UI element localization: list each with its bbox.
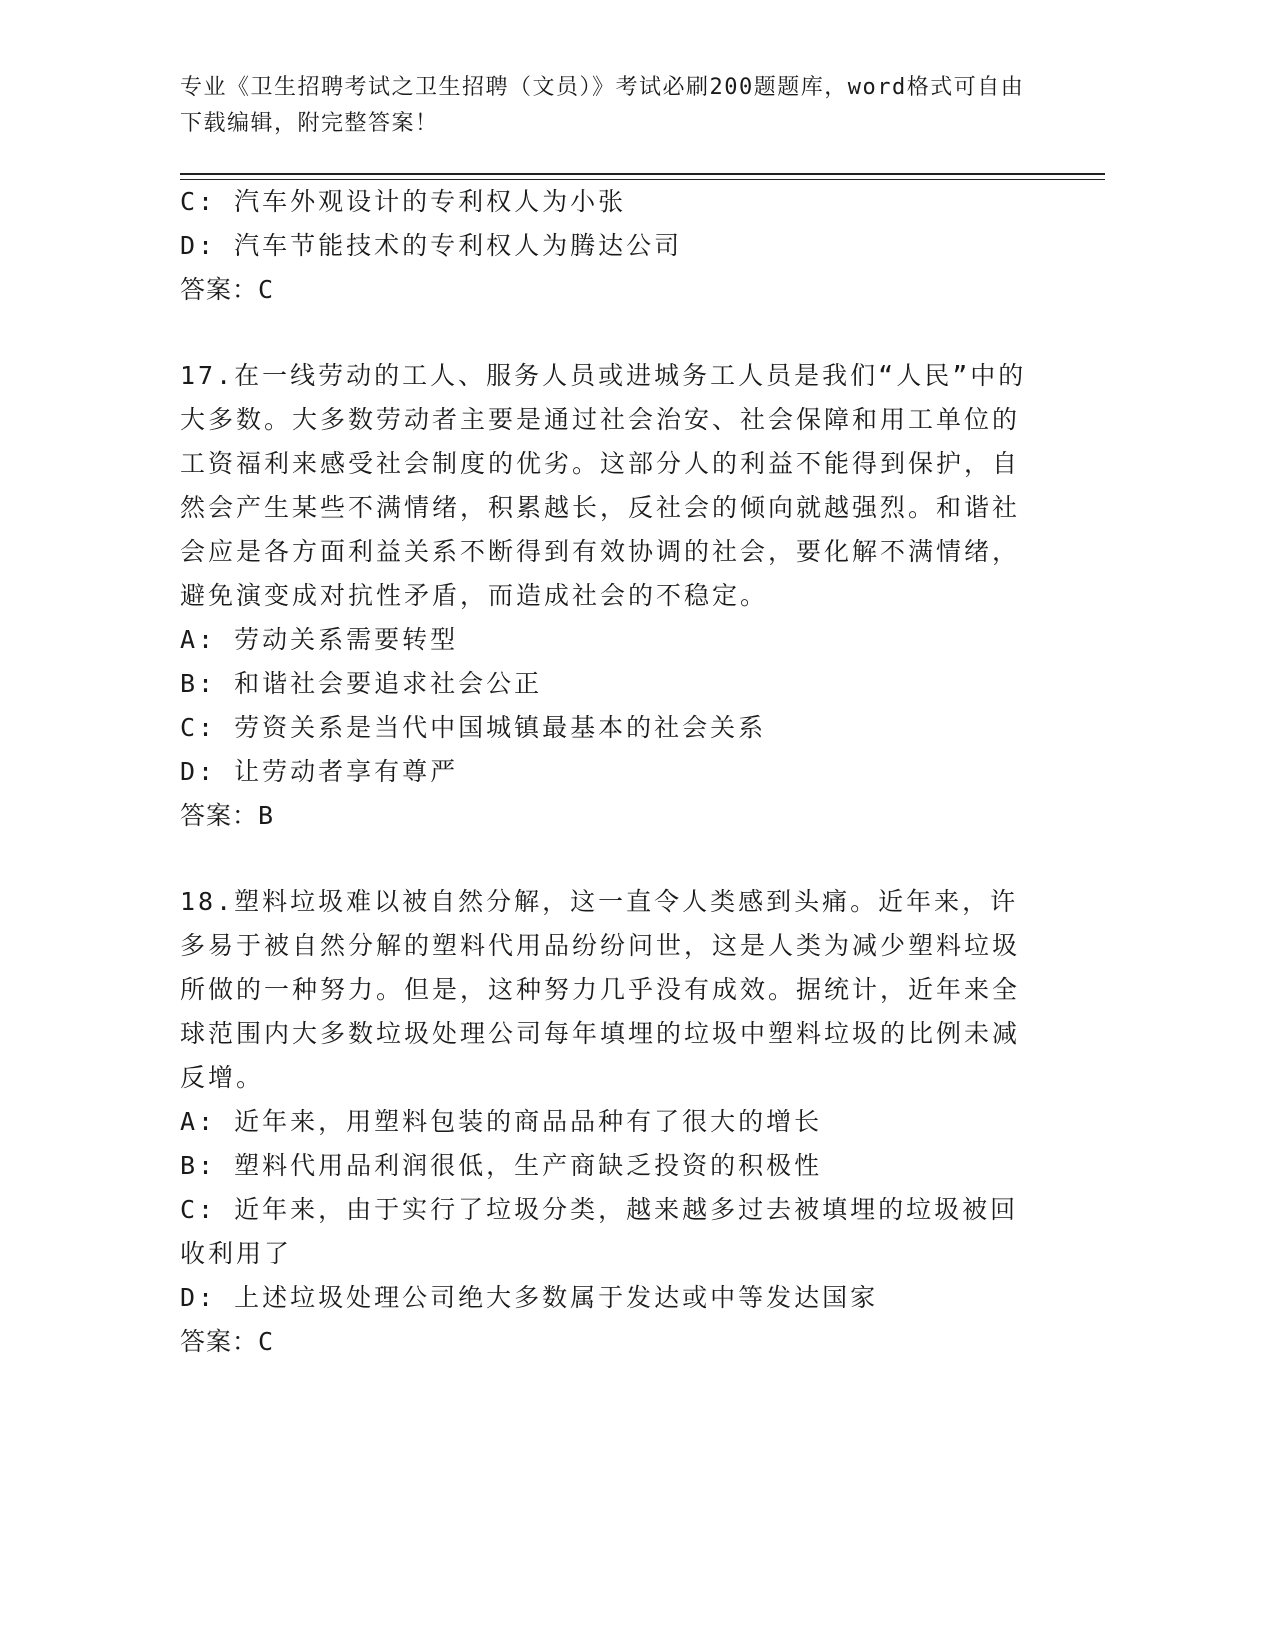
option-d: D: 上述垃圾处理公司绝大多数属于发达或中等发达国家 [180, 1283, 879, 1312]
question-stem: 18.塑料垃圾难以被自然分解，这一直令人类感到头痛。近年来，许多易于被自然分解的塑料代用品纷纷问世，这是人类为减少塑料垃圾所做的一种努力。但是，这种努力几乎没有成效。据统计，近年来全球范围内大多数垃圾处理公司每年填埋的垃圾中塑料垃圾的比例未减反增。 [180, 887, 1021, 1092]
option-c: C: 汽车外观设计的专利权人为小张 [180, 187, 627, 216]
option-c: C: 劳资关系是当代中国城镇最基本的社会关系 [180, 713, 767, 742]
document-header [180, 70, 1040, 142]
header-divider-thick [180, 173, 1105, 175]
option-a: A: 近年来，用塑料包装的商品品种有了很大的增长 [180, 1107, 823, 1136]
question-17 [180, 354, 1040, 838]
option-d: D: 让劳动者享有尊严 [180, 757, 459, 786]
document-body [180, 180, 1040, 1364]
option-d: D: 汽车节能技术的专利权人为腾达公司 [180, 231, 683, 260]
option-a: A: 劳动关系需要转型 [180, 625, 459, 654]
option-b: B: 塑料代用品利润很低，生产商缺乏投资的积极性 [180, 1151, 823, 1180]
answer: 答案：C [180, 275, 275, 304]
question-18 [180, 880, 1040, 1364]
answer: 答案：B [180, 801, 275, 830]
option-b: B: 和谐社会要追求社会公正 [180, 669, 543, 698]
option-c: C: 近年来，由于实行了垃圾分类，越来越多过去被填埋的垃圾被回收利用了 [180, 1195, 1019, 1268]
answer: 答案：C [180, 1327, 275, 1356]
question-stem: 17.在一线劳动的工人、服务人员或进城务工人员是我们“人民”中的大多数。大多数劳动者主要是通过社会治安、社会保障和用工单位的工资福利来感受社会制度的优劣。这部分人的利益不能得到保护，自然会产生某些不满情绪，积累越长，反社会的倾向就越强烈。和谐社会应是各方面利益关系不断得到有效协调的社会，要化解不满情绪，避免演变成对抗性矛盾，而造成社会的不稳定。 [180, 361, 1027, 610]
header-text: 专业《卫生招聘考试之卫生招聘（文员）》考试必刷200题题库，word格式可自由下载编辑，附完整答案！ [180, 75, 1025, 136]
question-16-continued [180, 180, 1040, 312]
